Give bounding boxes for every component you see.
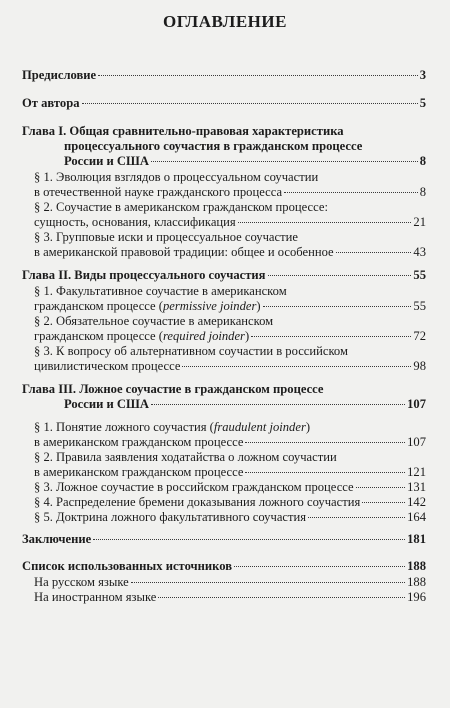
toc-page-number: 181 — [407, 532, 426, 546]
toc-section-3-4[interactable] — [34, 495, 426, 509]
dot-leader — [336, 251, 412, 253]
toc-page-number: 164 — [407, 510, 426, 524]
toc-section-1-2-line-1[interactable]: § 2. Соучастие в американском гражданском процессе: — [34, 200, 328, 214]
dot-leader — [263, 305, 412, 307]
toc-entry-label: Заключение — [22, 532, 92, 546]
toc-page-number: 8 — [419, 154, 426, 168]
toc-entry-sources-foreign[interactable] — [34, 590, 426, 604]
dot-leader — [93, 538, 405, 540]
toc-entry-conclusion[interactable] — [22, 532, 426, 546]
label-part: гражданском процессе ( — [34, 329, 163, 343]
label-part: ) — [244, 329, 250, 343]
label-part: § 1. Понятие ложного соучастия ( — [34, 420, 214, 434]
dot-leader — [284, 191, 418, 193]
toc-section-3-1-line-2[interactable] — [34, 435, 426, 449]
dot-leader — [356, 486, 405, 488]
toc-page-number: 21 — [413, 215, 426, 229]
dot-leader — [151, 403, 405, 405]
toc-section-3-2-line-2[interactable] — [34, 465, 426, 479]
dot-leader — [308, 516, 405, 518]
toc-chapter-2[interactable] — [22, 268, 426, 282]
toc-entry-label: в отечественной науке гражданского процесса — [34, 185, 283, 199]
toc-page-number: 72 — [413, 329, 426, 343]
toc-page-number: 3 — [419, 68, 426, 82]
dot-leader — [251, 335, 411, 337]
toc-page-number: 8 — [419, 185, 426, 199]
toc-section-2-1-line-2[interactable] — [34, 299, 426, 313]
toc-section-2-3-line-2[interactable] — [34, 359, 426, 373]
toc-section-2-2-line-2[interactable] — [34, 329, 426, 343]
toc-page-number: 188 — [407, 559, 426, 573]
toc-page-number: 196 — [407, 590, 426, 604]
toc-page-number: 131 — [407, 480, 426, 494]
toc-page-number: 142 — [407, 495, 426, 509]
dot-leader — [82, 102, 418, 104]
dot-leader — [234, 565, 405, 567]
toc-page-number: 107 — [407, 397, 426, 411]
toc-page-number: 55 — [413, 268, 426, 282]
toc-entry-preface[interactable] — [22, 68, 426, 82]
label-part: ) — [305, 420, 311, 434]
toc-entry-label — [34, 299, 261, 313]
toc-section-1-1-line-1[interactable]: § 1. Эволюция взглядов о процессуальном соучастии — [34, 170, 319, 184]
toc-entry-label: России и США — [64, 397, 149, 411]
toc-chapter-1-line-2[interactable]: процессуального соучастия в гражданском процессе — [64, 139, 363, 153]
label-italic-term: permissive joinder — [162, 299, 257, 313]
toc-section-3-1-line-1[interactable] — [34, 420, 310, 434]
toc-page-number: 55 — [413, 299, 426, 313]
toc-section-1-3-line-2[interactable] — [34, 245, 426, 259]
toc-page-number: 188 — [407, 575, 426, 589]
toc-chapter-1-line-1[interactable]: Глава I. Общая сравнительно-правовая характеристика — [22, 124, 344, 138]
toc-entry-label: России и США — [64, 154, 149, 168]
toc-section-1-1-line-2[interactable] — [34, 185, 426, 199]
toc-section-3-5[interactable] — [34, 510, 426, 524]
toc-chapter-1-line-3[interactable] — [64, 154, 426, 168]
toc-page-number: 98 — [413, 359, 426, 373]
toc-chapter-3-line-1[interactable]: Глава III. Ложное соучастие в гражданском процессе — [22, 382, 324, 396]
toc-page-number: 5 — [419, 96, 426, 110]
toc-entry-label: в американской правовой традиции: общее и особенное — [34, 245, 334, 259]
toc-entry-label: в американском гражданском процессе — [34, 435, 244, 449]
label-part: ) — [256, 299, 261, 313]
label-italic-term: required joinder — [162, 329, 245, 343]
toc-entry-label: § 4. Распределение бремени доказывания ложного соучастия — [34, 495, 361, 509]
dot-leader — [362, 501, 405, 503]
dot-leader — [131, 581, 405, 583]
dot-leader — [151, 160, 418, 162]
dot-leader — [238, 221, 412, 223]
dot-leader — [182, 365, 411, 367]
toc-entry-sources-russian[interactable] — [34, 575, 426, 589]
toc-section-1-3-line-1[interactable]: § 3. Групповые иски и процессуальное соучастие — [34, 230, 298, 244]
toc-entry-sources[interactable] — [22, 559, 426, 573]
toc-page-number: 107 — [407, 435, 426, 449]
toc-section-3-2-line-1[interactable]: § 2. Правила заявления ходатайства о ложном соучастии — [34, 450, 337, 464]
toc-entry-label: Предисловие — [22, 68, 97, 82]
toc-entry-label: На русском языке — [34, 575, 129, 589]
dot-leader — [158, 596, 405, 598]
dot-leader — [245, 441, 405, 443]
toc-entry-label — [34, 329, 249, 343]
toc-entry-label: Список использованных источников — [22, 559, 233, 573]
toc-entry-label: в американском гражданском процессе — [34, 465, 244, 479]
label-part: гражданском процессе ( — [34, 299, 163, 313]
toc-entry-from-author[interactable] — [22, 96, 426, 110]
toc-section-1-2-line-2[interactable] — [34, 215, 426, 229]
toc-section-3-3[interactable] — [34, 480, 426, 494]
toc-chapter-3-line-2[interactable] — [64, 397, 426, 411]
toc-entry-label: цивилистическом процессе — [34, 359, 181, 373]
label-italic-term: fraudulent joinder — [213, 420, 306, 434]
dot-leader — [268, 274, 412, 276]
toc-page-number: 121 — [407, 465, 426, 479]
page-title: ОГЛАВЛЕНИЕ — [163, 12, 287, 31]
dot-leader — [98, 74, 418, 76]
toc-entry-label: Глава II. Виды процессуального соучастия — [22, 268, 266, 282]
toc-section-2-1-line-1[interactable]: § 1. Факультативное соучастие в американском — [34, 284, 287, 298]
toc-entry-label: От автора — [22, 96, 80, 110]
toc-entry-label: § 5. Доктрина ложного факультативного соучастия — [34, 510, 307, 524]
toc-entry-label: На иностранном языке — [34, 590, 157, 604]
toc-entry-label: § 3. Ложное соучастие в российском гражданском процессе — [34, 480, 354, 494]
dot-leader — [245, 471, 405, 473]
toc-section-2-3-line-1[interactable]: § 3. К вопросу об альтернативном соучастии в российском — [34, 344, 348, 358]
toc-section-2-2-line-1[interactable]: § 2. Обязательное соучастие в американском — [34, 314, 274, 328]
toc-page-number: 43 — [413, 245, 426, 259]
toc-entry-label: сущность, основания, классификация — [34, 215, 236, 229]
